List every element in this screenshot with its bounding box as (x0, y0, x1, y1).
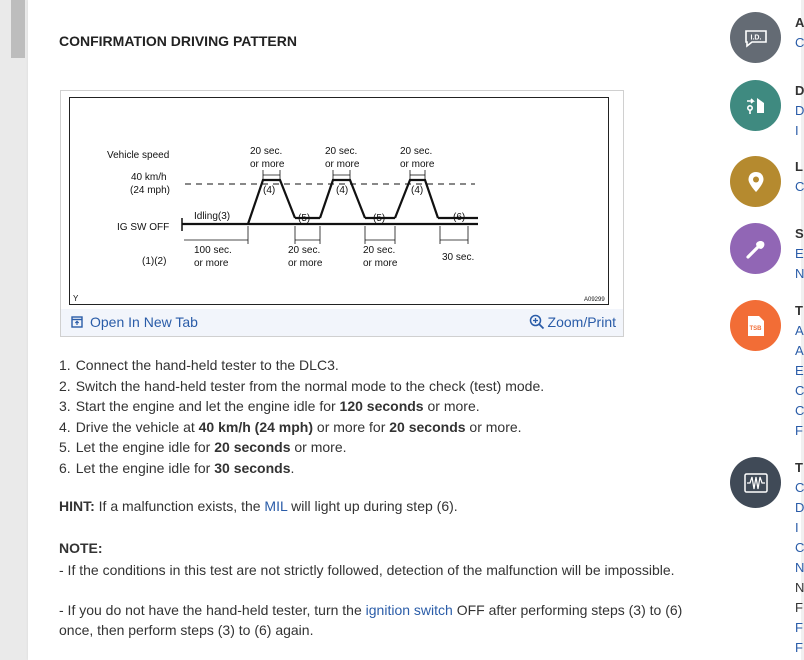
step-text: Let the engine idle for (75, 439, 215, 456)
scroll-thumb[interactable] (11, 0, 25, 58)
driving-pattern-diagram (69, 97, 609, 305)
label-30sec: 30 sec. (442, 252, 475, 263)
open-in-new-tab-link[interactable] (71, 314, 198, 330)
step-number: 6. (59, 459, 71, 476)
step-number: 3. (59, 398, 71, 415)
svg-text:TSB: TSB (749, 325, 761, 332)
sidebar-link[interactable]: E (795, 246, 804, 261)
sidebar-link[interactable]: I (795, 123, 799, 138)
label-step6: (6) (453, 212, 466, 223)
sidebar-link[interactable]: F (795, 423, 803, 438)
label-20sec-low-1: 20 sec. (288, 245, 321, 256)
hint-before: If a malfunction exists, the (94, 498, 265, 514)
step-item (59, 458, 544, 479)
label-20sec-2: 20 sec. (325, 146, 358, 157)
note-line-2 (59, 600, 689, 640)
sidebar-link[interactable]: F (795, 640, 803, 655)
label-step12: (1)(2) (142, 256, 167, 267)
label-speed-mph: (24 mph) (130, 185, 171, 196)
label-step4-2: (4) (336, 185, 349, 196)
sidebar-text: N (795, 580, 804, 595)
scrollbar[interactable] (0, 0, 28, 660)
sidebar (718, 0, 804, 660)
label-ig-sw-off: IG SW OFF (117, 222, 170, 233)
step-text: or more. (423, 398, 480, 415)
step-text: or more. (290, 439, 347, 456)
key-icon[interactable] (730, 223, 781, 274)
label-20sec-3: 20 sec. (400, 146, 433, 157)
label-figure-code: A09299 (584, 297, 605, 303)
sidebar-link[interactable]: C (795, 179, 804, 194)
step-emphasis: 20 seconds (389, 418, 466, 435)
hint-text (59, 498, 458, 514)
step-emphasis: 40 km/h (24 mph) (198, 418, 314, 435)
sidebar-link[interactable]: A (795, 343, 804, 358)
label-ormore-low-2: or more (363, 258, 398, 269)
zoom-print-link[interactable] (529, 314, 616, 330)
step-emphasis: 30 seconds (214, 459, 291, 476)
step-text: Connect the hand-held tester to the DLC3. (75, 357, 339, 373)
step-item (59, 396, 544, 417)
hint-after: will light up during step (6). (287, 498, 458, 514)
open-tab-icon (71, 316, 83, 328)
label-speed-km: 40 km/h (131, 172, 167, 183)
svg-text:I.D.: I.D. (750, 34, 761, 41)
label-100sec: 100 sec. (194, 245, 232, 256)
zoom-icon (529, 314, 545, 330)
sidebar-link[interactable]: C (795, 540, 804, 555)
label-20sec-1: 20 sec. (250, 146, 283, 157)
label-ormore-2: or more (325, 159, 360, 170)
label-ormore-100: or more (194, 258, 229, 269)
page-title: CONFIRMATION DRIVING PATTERN (59, 33, 297, 49)
label-step5-1: (5) (298, 213, 311, 224)
figure-box (60, 90, 624, 337)
sidebar-heading: T (795, 303, 803, 318)
hint-label: HINT: (59, 498, 95, 514)
step-item (59, 417, 544, 438)
step-text: . (290, 459, 295, 476)
step-text: Switch the hand-held tester from the normal mode to the check (test) mode. (75, 377, 545, 394)
step-number: 1. (59, 357, 71, 373)
id-icon[interactable] (730, 12, 781, 63)
sidebar-heading: T (795, 460, 803, 475)
sidebar-heading: A (795, 15, 804, 30)
note-line-2-before: - If you do not have the hand-held tester, turn the (59, 602, 366, 618)
mil-link[interactable]: MIL (264, 498, 288, 514)
waveform-icon[interactable] (730, 457, 781, 508)
label-idling: Idling(3) (194, 211, 231, 222)
step-text: Let the engine idle for (75, 459, 215, 476)
label-ormore-low-1: or more (288, 258, 323, 269)
label-ormore-3: or more (400, 159, 435, 170)
sidebar-link[interactable]: I (795, 520, 799, 535)
note-label: NOTE: (59, 540, 103, 556)
sidebar-heading: D (795, 83, 804, 98)
sidebar-link[interactable]: D (795, 500, 804, 515)
step-text: or more for (313, 418, 390, 435)
location-icon[interactable] (730, 156, 781, 207)
label-step5-2: (5) (373, 213, 386, 224)
step-number: 2. (59, 377, 71, 394)
sidebar-link[interactable]: C (795, 480, 804, 495)
figure-action-bar (61, 309, 623, 336)
ignition-switch-link[interactable]: ignition switch (365, 602, 453, 618)
label-step4-3: (4) (411, 185, 424, 196)
sidebar-link[interactable]: E (795, 363, 804, 378)
sidebar-link[interactable]: F (795, 620, 803, 635)
step-text: Drive the vehicle at (75, 418, 199, 435)
note-line-1: - If the conditions in this test are not strictly followed, detection of the malfunction will be impossible. (59, 562, 675, 578)
step-emphasis: 20 seconds (214, 439, 291, 456)
step-emphasis: 120 seconds (339, 398, 424, 415)
step-list (59, 355, 544, 479)
sidebar-link[interactable]: C (795, 35, 804, 50)
sidebar-text: F (795, 600, 803, 615)
note-line-2-after: OFF after performing steps (3) to (6) once, then perform steps (3) to (6) again. (59, 602, 683, 638)
open-in-new-tab-label: Open In New Tab (90, 314, 198, 330)
tsb-icon[interactable] (730, 300, 781, 351)
step-item (59, 355, 544, 376)
step-number: 5. (59, 439, 71, 456)
label-ormore-1: or more (250, 159, 285, 170)
step-item (59, 376, 544, 397)
sidebar-heading: S (795, 226, 804, 241)
label-step4-1: (4) (263, 185, 276, 196)
sidebar-link[interactable]: C (795, 403, 804, 418)
zoom-print-label: Zoom/Print (547, 314, 616, 330)
step-number: 4. (59, 418, 71, 435)
diagnostic-icon[interactable] (730, 80, 781, 131)
label-20sec-low-2: 20 sec. (363, 245, 396, 256)
label-vehicle-speed: Vehicle speed (107, 150, 170, 161)
sidebar-link[interactable]: N (795, 560, 804, 575)
sidebar-link[interactable]: D (795, 103, 804, 118)
main-content (28, 0, 718, 660)
sidebar-link[interactable]: N (795, 266, 804, 281)
step-item (59, 437, 544, 458)
sidebar-link[interactable]: C (795, 383, 804, 398)
label-corner-y: Y (73, 294, 79, 303)
sidebar-link[interactable]: A (795, 323, 804, 338)
step-text: Start the engine and let the engine idle for (75, 398, 340, 415)
step-text: or more. (465, 418, 522, 435)
sidebar-heading: L (795, 159, 803, 174)
